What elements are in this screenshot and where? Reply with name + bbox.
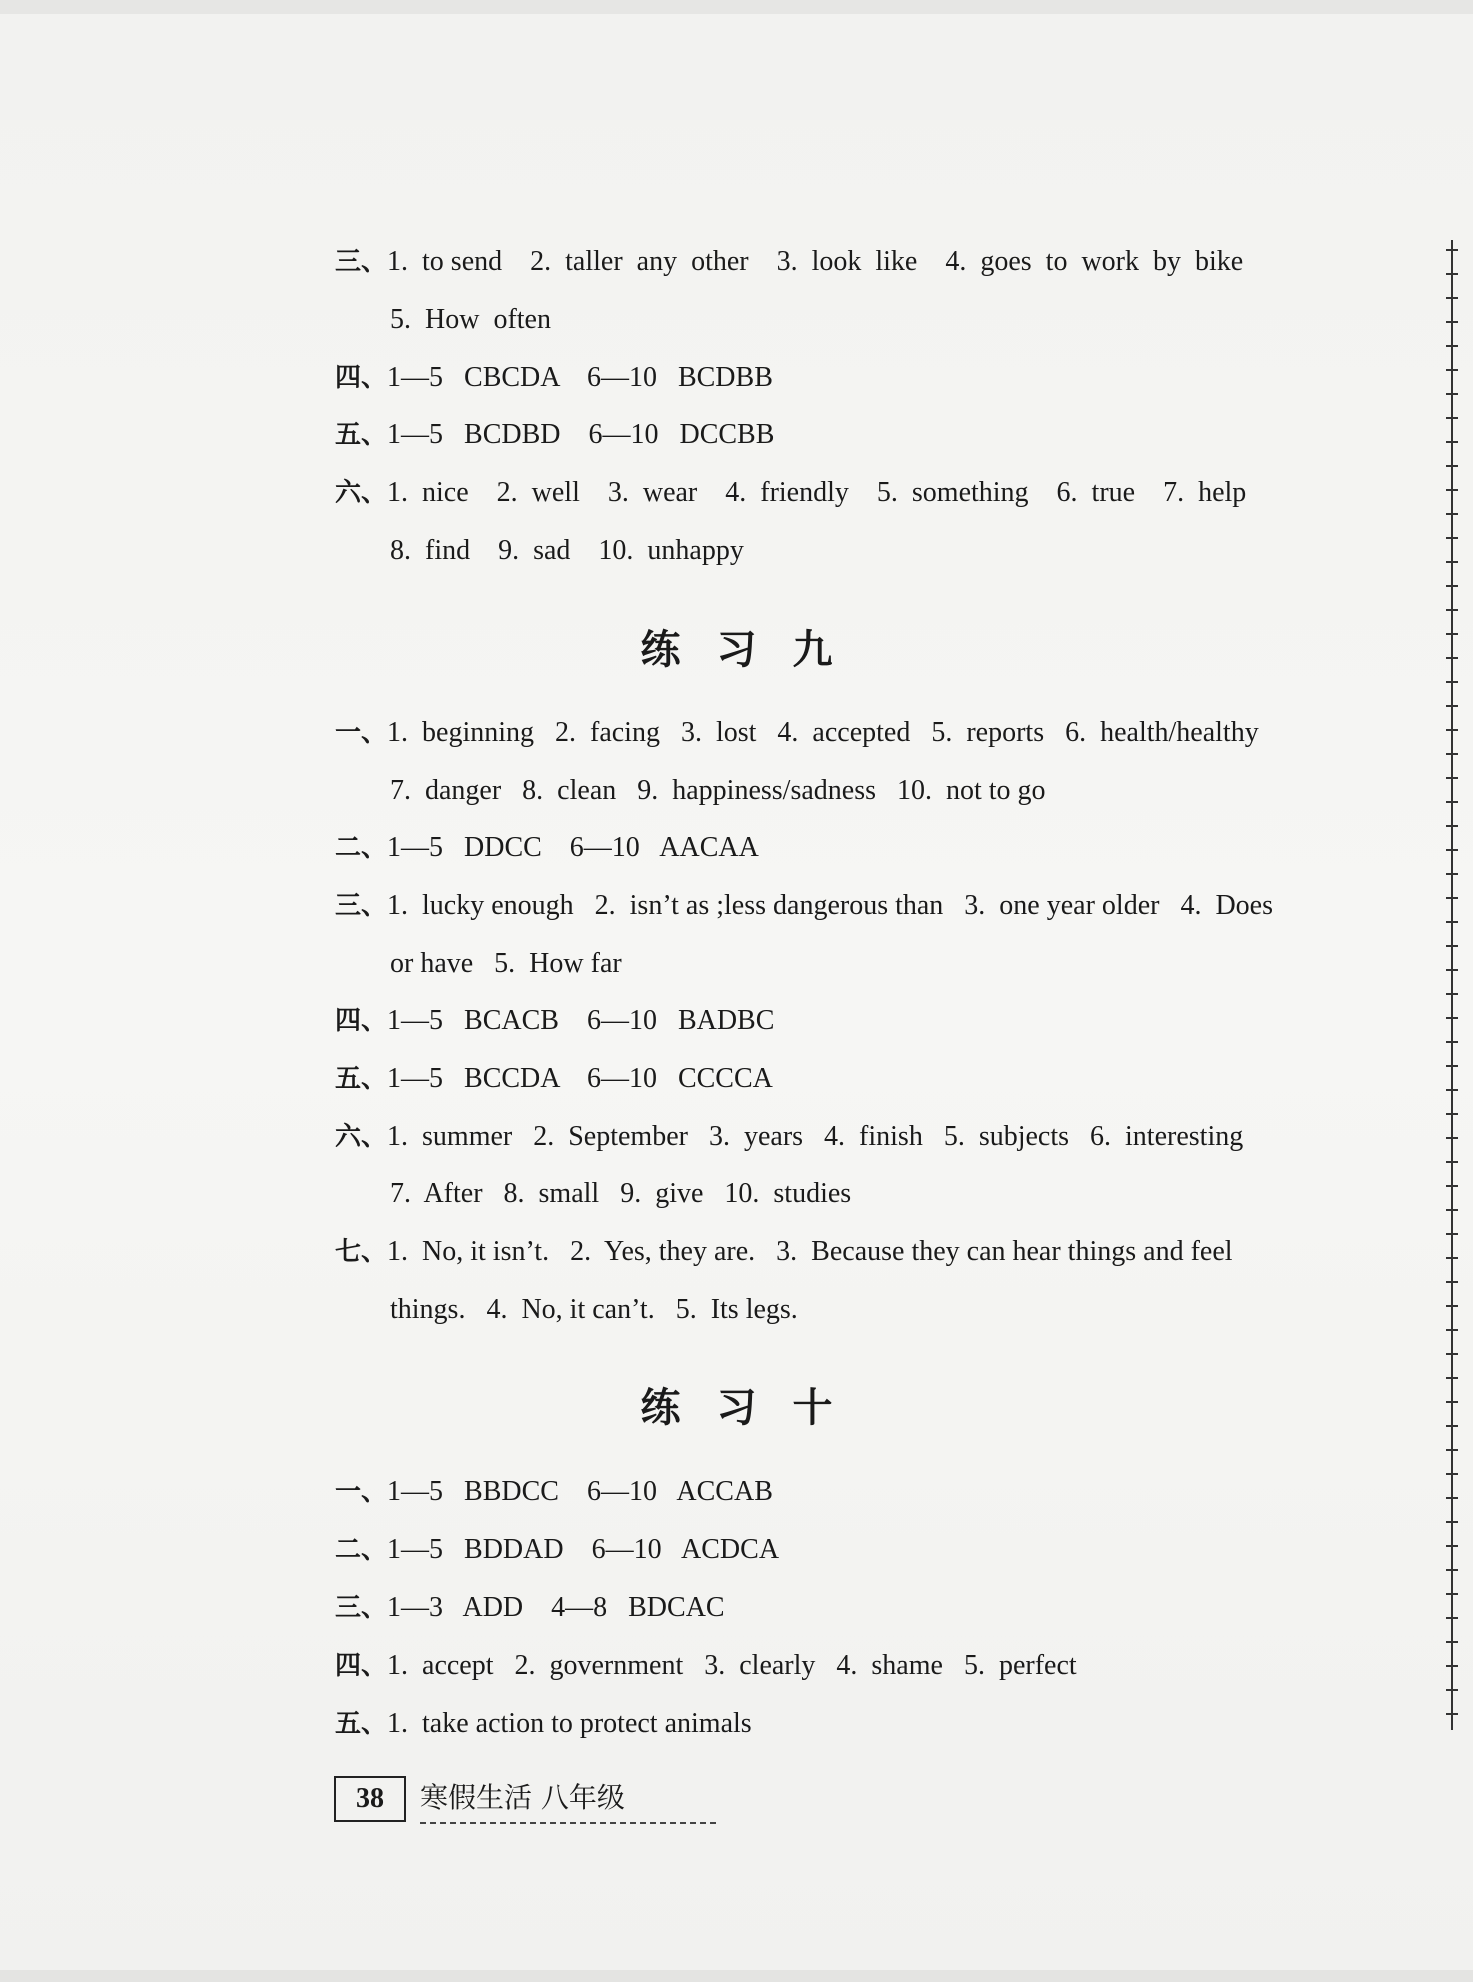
answer-line (335, 886, 1273, 926)
section-label: 一、 (335, 718, 388, 748)
section-label: 三、 (335, 1593, 388, 1623)
section-label: 六、 (335, 1122, 388, 1152)
answer-line (335, 358, 773, 398)
answer-text: 1—3 ADD 4—8 BDCAC (387, 1592, 725, 1623)
answer-text: 1. accept 2. government 3. clearly 4. shame 5. perfect (387, 1650, 1077, 1681)
section-label: 五、 (335, 420, 388, 450)
section-label: 四、 (335, 1006, 388, 1036)
answer-line (335, 1232, 1233, 1272)
exercise-ten-title: 练习十 (640, 1385, 869, 1431)
answer-line: or have 5. How far (390, 948, 622, 979)
section-label: 三、 (335, 247, 388, 277)
page-number: 38 (334, 1776, 406, 1822)
answer-line (335, 1001, 774, 1041)
answer-text: 1—5 BCCDA 6—10 CCCCA (387, 1063, 773, 1094)
answer-line (335, 415, 774, 455)
answer-text: 1—5 BCDBD 6—10 DCCBB (387, 419, 775, 450)
section-label: 五、 (335, 1709, 388, 1739)
bottom-edge (0, 1970, 1473, 1982)
section-label: 四、 (335, 1651, 388, 1681)
book-title: 寒假生活 八年级 (420, 1781, 625, 1814)
answer-text: 1. lucky enough 2. isn’t as ;less dangerous than 3. one year older 4. Does (387, 890, 1273, 921)
answer-line: 7. danger 8. clean 9. happiness/sadness 10. not to go (390, 775, 1046, 806)
answer-line: 5. How often (390, 304, 551, 335)
answer-text: 1—5 BCACB 6—10 BADBC (387, 1005, 775, 1036)
answer-text: 1—5 DDCC 6—10 AACAA (387, 832, 759, 863)
answer-text: 1. No, it isn’t. 2. Yes, they are. 3. Because they can hear things and feel (387, 1236, 1233, 1267)
answer-line (335, 242, 1243, 282)
answer-text: 1. nice 2. well 3. wear 4. friendly 5. something 6. true 7. help (387, 477, 1247, 508)
section-label: 三、 (335, 891, 388, 921)
answer-text: 1—5 BBDCC 6—10 ACCAB (387, 1476, 773, 1507)
answer-line (335, 1472, 773, 1512)
answer-line (335, 828, 759, 868)
section-label: 六、 (335, 478, 388, 508)
answer-line: 7. After 8. small 9. give 10. studies (390, 1178, 852, 1209)
footer-dashed-line (420, 1822, 716, 1824)
answer-line (335, 713, 1259, 753)
answer-text: 1. beginning 2. facing 3. lost 4. accepted 5. reports 6. health/healthy (387, 717, 1259, 748)
answer-text: 1. to send 2. taller any other 3. look like 4. goes to work by bike (387, 246, 1244, 277)
answer-line (335, 1530, 779, 1570)
section-label: 一、 (335, 1477, 388, 1507)
answer-text: 1—5 CBCDA 6—10 BCDBB (387, 362, 773, 393)
binding-margin-line (1440, 240, 1464, 1730)
section-label: 五、 (335, 1064, 388, 1094)
answer-line (335, 1588, 725, 1628)
section-label: 二、 (335, 1535, 388, 1565)
answer-line (335, 1117, 1243, 1157)
answer-text: 1. take action to protect animals (387, 1708, 752, 1739)
section-label: 二、 (335, 833, 388, 863)
answer-line (335, 473, 1246, 513)
answer-line (335, 1646, 1077, 1686)
answer-line (335, 1059, 773, 1099)
answer-line: 8. find 9. sad 10. unhappy (390, 535, 744, 566)
answer-line: things. 4. No, it can’t. 5. Its legs. (390, 1294, 798, 1325)
section-label: 四、 (335, 363, 388, 393)
top-edge (0, 0, 1473, 14)
section-label: 七、 (335, 1237, 388, 1267)
answer-line (335, 1704, 752, 1744)
answer-text: 1—5 BDDAD 6—10 ACDCA (387, 1534, 780, 1565)
exercise-nine-title: 练习九 (640, 627, 869, 673)
answer-text: 1. summer 2. September 3. years 4. finish 5. subjects 6. interesting (387, 1121, 1244, 1152)
